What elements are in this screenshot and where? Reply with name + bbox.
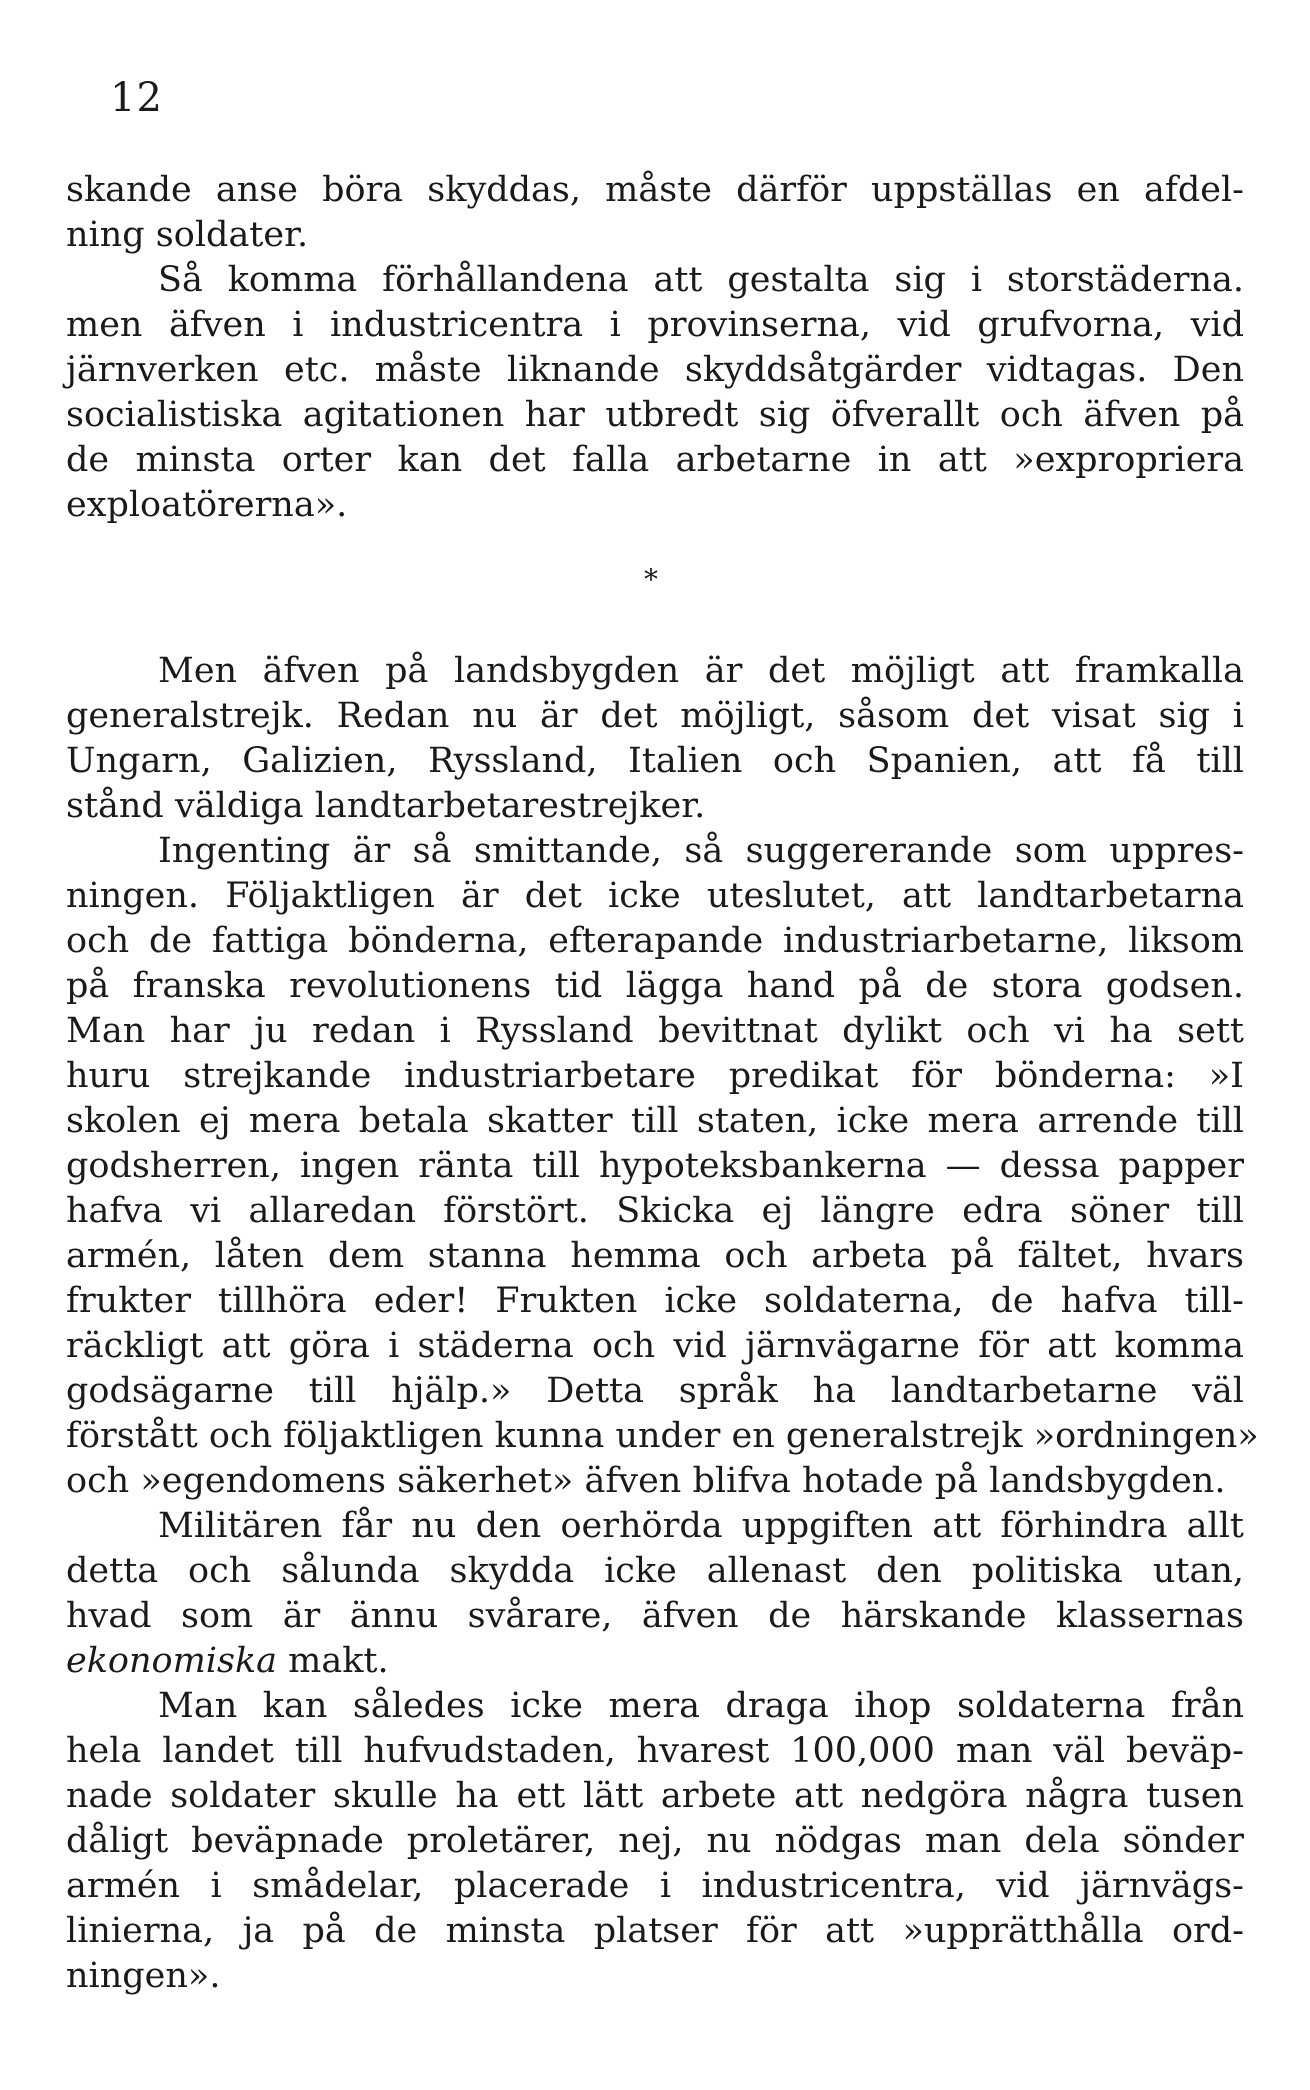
text-line: dåligt beväpnade proletärer, nej, nu nödgas man dela sönder bbox=[66, 1821, 1244, 1861]
paragraph-5 bbox=[66, 1504, 1244, 1684]
text-line: huru strejkande industriarbetare predikat för bönderna: »I bbox=[66, 1056, 1244, 1096]
section-separator bbox=[66, 528, 1244, 649]
text-line: förstått och följaktligen kunna under en generalstrejk »ordningen» bbox=[66, 1416, 1259, 1456]
text-line: Men äfven på landsbygden är det möjligt att framkalla bbox=[158, 651, 1244, 691]
text-line: socialistiska agitationen har utbredt sig öfverallt och äfven på bbox=[66, 395, 1244, 435]
text-line: räckligt att göra i städerna och vid järnvägarne för att komma bbox=[66, 1326, 1244, 1366]
text-line: frukter tillhöra eder! Frukten icke soldaterna, de hafva till- bbox=[66, 1281, 1244, 1321]
text-line: skande anse böra skyddas, måste därför uppställas en afdel- bbox=[66, 170, 1244, 210]
text-line: järnverken etc. måste liknande skyddsåtgärder vidtagas. Den bbox=[66, 350, 1244, 390]
text-line: detta och sålunda skydda icke allenast den politiska utan, bbox=[66, 1551, 1244, 1591]
text-line: stånd väldiga landtarbetarestrejker. bbox=[66, 786, 706, 826]
text-line: generalstrejk. Redan nu är det möjligt, såsom det visat sig i bbox=[66, 696, 1244, 736]
asterism-mark: * bbox=[644, 563, 658, 596]
paragraph-2 bbox=[66, 258, 1244, 528]
text-line: ning soldater. bbox=[66, 215, 309, 255]
emphasized-word: ekonomiska bbox=[66, 1641, 278, 1681]
text-line: men äfven i industricentra i provinserna, vid grufvorna, vid bbox=[66, 305, 1244, 345]
text-line: armén i smådelar, placerade i industricentra, vid järnvägs- bbox=[66, 1866, 1244, 1906]
text-line: och »egendomens säkerhet» äfven blifva hotade på landsbygden. bbox=[66, 1461, 1226, 1501]
text-fragment: makt. bbox=[277, 1641, 389, 1681]
text-line: Ingenting är så smittande, så suggererande som uppres- bbox=[158, 831, 1244, 871]
text-line: de minsta orter kan det falla arbetarne in att »expropriera bbox=[66, 440, 1244, 480]
paragraph-1 bbox=[66, 168, 1244, 258]
body-text bbox=[66, 168, 1259, 1999]
text-line: skolen ej mera betala skatter till staten, icke mera arrende till bbox=[66, 1101, 1244, 1141]
text-line: Militären får nu den oerhörda uppgiften att förhindra allt bbox=[158, 1506, 1244, 1546]
page-number: 12 bbox=[110, 75, 163, 121]
text-line: Man har ju redan i Ryssland bevittnat dylikt och vi ha sett bbox=[66, 1011, 1244, 1051]
text-line bbox=[66, 1639, 1244, 1684]
text-line: hvad som är ännu svårare, äfven de härskande klassernas bbox=[66, 1596, 1244, 1636]
text-line: armén, låten dem stanna hemma och arbeta på fältet, hvars bbox=[66, 1236, 1244, 1276]
text-line: godsherren, ingen ränta till hypoteksbankerna — dessa papper bbox=[66, 1146, 1244, 1186]
paragraph-6 bbox=[66, 1684, 1244, 1999]
text-line: Man kan således icke mera draga ihop soldaterna från bbox=[158, 1686, 1244, 1726]
text-line: linierna, ja på de minsta platser för att »upprätthålla ord- bbox=[66, 1911, 1244, 1951]
text-line: Så komma förhållandena att gestalta sig i storstäderna. bbox=[158, 260, 1244, 300]
text-line: nade soldater skulle ha ett lätt arbete att nedgöra några tusen bbox=[66, 1776, 1244, 1816]
text-line: ningen. Följaktligen är det icke uteslutet, att landtarbetarna bbox=[66, 876, 1244, 916]
paragraph-3 bbox=[66, 649, 1244, 829]
text-line: exploatörerna». bbox=[66, 485, 348, 525]
text-line: ningen». bbox=[66, 1956, 221, 1996]
text-line: Ungarn, Galizien, Ryssland, Italien och Spanien, att få till bbox=[66, 741, 1244, 781]
text-line: hafva vi allaredan förstört. Skicka ej längre edra söner till bbox=[66, 1191, 1244, 1231]
text-line: på franska revolutionens tid lägga hand på de stora godsen. bbox=[66, 966, 1244, 1006]
paragraph-4 bbox=[66, 829, 1259, 1504]
text-line: hela landet till hufvudstaden, hvarest 100,000 man väl beväp- bbox=[66, 1731, 1244, 1771]
text-line: och de fattiga bönderna, efterapande industriarbetarne, liksom bbox=[66, 921, 1244, 961]
text-line: godsägarne till hjälp.» Detta språk ha landtarbetarne väl bbox=[66, 1371, 1244, 1411]
